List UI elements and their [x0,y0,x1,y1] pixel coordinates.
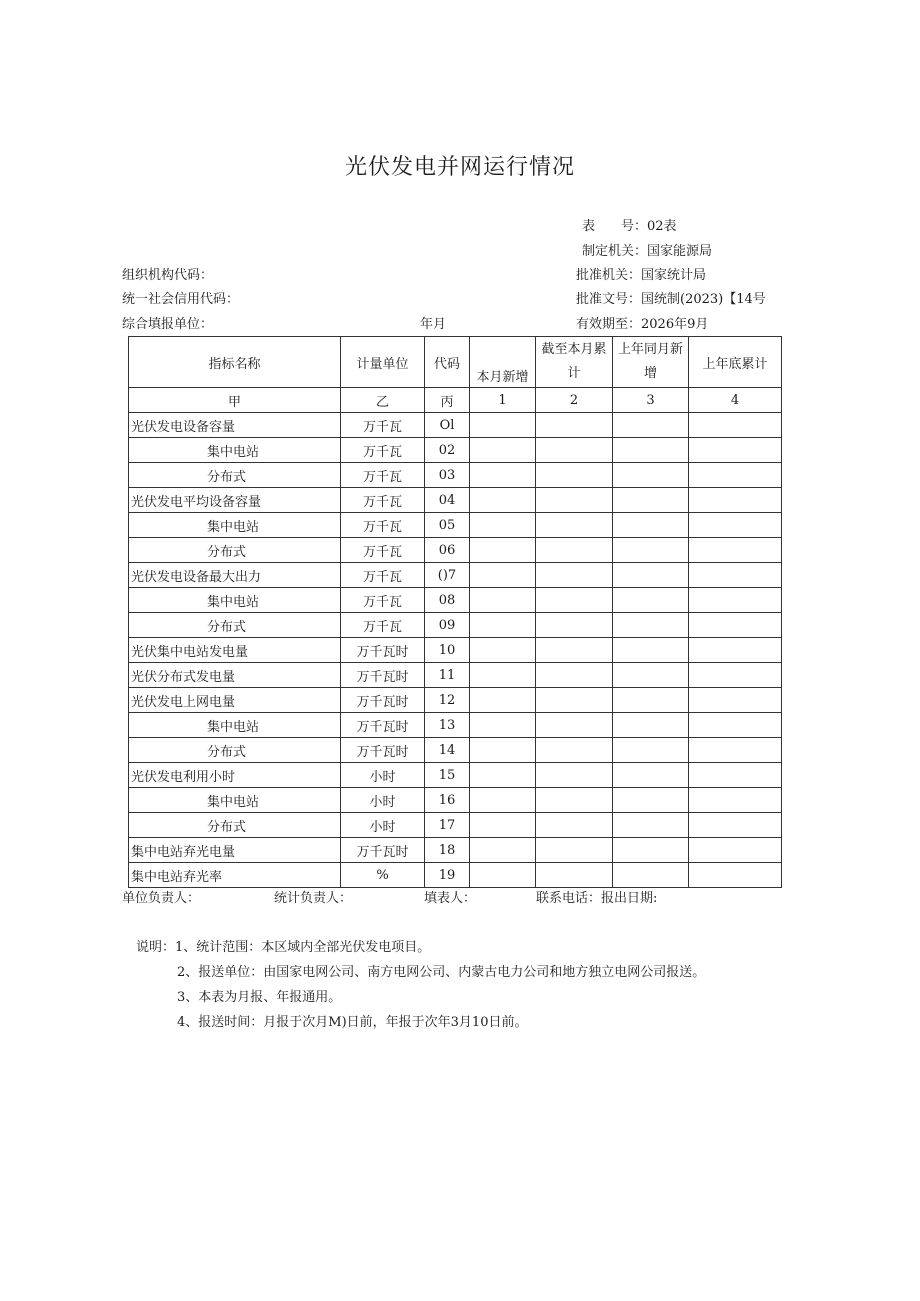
table-row [129,838,782,863]
value-cell-2[interactable] [536,713,613,738]
value-cell-2[interactable] [536,738,613,763]
unit-cell: 万千瓦 [341,563,425,588]
approving-authority: 批准机关：国家统计局 [576,268,707,283]
header-code: 代码 [425,337,470,388]
unit-cell: % [341,863,425,888]
code-cell: 18 [425,838,470,863]
value-cell-2[interactable] [536,513,613,538]
code-cell: 11 [425,663,470,688]
value-cell-1[interactable] [470,638,536,663]
unit-cell: 万千瓦 [341,538,425,563]
indicator-name: 集中电站 [129,513,341,538]
unit-head-label: 单位负责人： [122,891,201,906]
value-cell-3[interactable] [613,463,689,488]
value-cell-2[interactable] [536,488,613,513]
table-row [129,763,782,788]
table-row [129,638,782,663]
table-row [129,738,782,763]
value-cell-4[interactable] [689,663,782,688]
indicator-name: 光伏发电设备容量 [129,413,341,438]
value-cell-1[interactable] [470,463,536,488]
value-cell-2[interactable] [536,688,613,713]
indicator-name: 集中电站弃光电量 [129,838,341,863]
code-cell: 4 [689,388,782,413]
note-item: 3、本表为月报、年报通用。 [177,990,342,1005]
value-cell-3[interactable] [613,488,689,513]
value-cell-1[interactable] [470,588,536,613]
indicator-name: 分布式 [129,538,341,563]
indicator-name: 集中电站弃光率 [129,863,341,888]
unit-cell: 小时 [341,788,425,813]
indicator-name: 光伏发电设备最大出力 [129,563,341,588]
code-row [129,388,782,413]
value-cell-2[interactable] [536,463,613,488]
unit-cell: 万千瓦 [341,588,425,613]
unit-cell: 万千瓦时 [341,713,425,738]
value-cell-1[interactable] [470,688,536,713]
value-cell-2[interactable] [536,638,613,663]
value-cell-1[interactable] [470,613,536,638]
stats-head-label: 统计负责人： [274,891,353,906]
value-cell-1[interactable] [470,713,536,738]
indicator-name: 集中电站 [129,713,341,738]
valid-until: 有效期至：2026年9月 [576,317,709,332]
table-row [129,813,782,838]
value-cell-4[interactable] [689,688,782,713]
code-cell: 06 [425,538,470,563]
code-cell: 15 [425,763,470,788]
indicator-name: 光伏分布式发电量 [129,663,341,688]
year-month-label: 年月 [420,317,447,332]
value-cell-3[interactable] [613,413,689,438]
value-cell-4[interactable] [689,788,782,813]
header-unit: 计量单位 [341,337,425,388]
phone-date-label: 联系电话：报出日期: [536,891,658,906]
value-cell-2[interactable] [536,788,613,813]
value-cell-4[interactable] [689,638,782,663]
value-cell-3[interactable] [613,663,689,688]
table-row [129,438,782,463]
value-cell-3[interactable] [613,788,689,813]
table-row [129,863,782,888]
value-cell-2[interactable] [536,538,613,563]
table-row [129,713,782,738]
unit-cell: 万千瓦 [341,613,425,638]
code-cell: 09 [425,613,470,638]
filing-unit-label: 综合填报单位： [122,317,214,332]
table-row [129,688,782,713]
unit-cell: 万千瓦时 [341,738,425,763]
code-cell: 08 [425,588,470,613]
unit-cell: 万千瓦 [341,488,425,513]
table-row [129,488,782,513]
value-cell-2[interactable] [536,763,613,788]
value-cell-4[interactable] [689,713,782,738]
value-cell-3[interactable] [613,613,689,638]
code-cell: 14 [425,738,470,763]
value-cell-3[interactable] [613,638,689,663]
value-cell-2[interactable] [536,813,613,838]
indicator-name: 分布式 [129,813,341,838]
value-cell-4[interactable] [689,613,782,638]
unit-cell: 万千瓦 [341,463,425,488]
code-cell: 19 [425,863,470,888]
code-cell: Ol [425,413,470,438]
page-title: 光伏发电并网运行情况 [344,155,575,180]
unit-cell: 万千瓦时 [341,688,425,713]
unit-cell: 万千瓦 [341,413,425,438]
value-cell-4[interactable] [689,538,782,563]
value-cell-4[interactable] [689,763,782,788]
table-row [129,663,782,688]
code-cell: 3 [613,388,689,413]
value-cell-1[interactable] [470,763,536,788]
table-number: 表 号：02表 [582,219,677,234]
value-cell-2[interactable] [536,563,613,588]
table-row [129,563,782,588]
value-cell-3[interactable] [613,438,689,463]
code-cell: 13 [425,713,470,738]
table-row [129,788,782,813]
unit-cell: 万千瓦时 [341,638,425,663]
indicator-name: 光伏发电平均设备容量 [129,488,341,513]
code-cell: 1 [470,388,536,413]
value-cell-1[interactable] [470,488,536,513]
code-cell: 17 [425,813,470,838]
header-col3 [613,337,689,388]
value-cell-2[interactable] [536,613,613,638]
value-cell-4[interactable] [689,813,782,838]
value-cell-3[interactable] [613,738,689,763]
unit-cell: 万千瓦 [341,438,425,463]
header-col3-line1: 上年同月新 [617,342,683,357]
value-cell-2[interactable] [536,863,613,888]
value-cell-4[interactable] [689,463,782,488]
code-cell: 02 [425,438,470,463]
value-cell-3[interactable] [613,538,689,563]
table-row [129,538,782,563]
indicator-name: 集中电站 [129,788,341,813]
value-cell-4[interactable] [689,738,782,763]
header-col4: 上年底累计 [689,337,782,388]
table-row [129,463,782,488]
value-cell-3[interactable] [613,863,689,888]
header-col2 [536,337,613,388]
indicator-name: 分布式 [129,463,341,488]
value-cell-4[interactable] [689,438,782,463]
value-cell-4[interactable] [689,488,782,513]
value-cell-1[interactable] [470,538,536,563]
note-item: 4、报送时间：月报于次月M)日前，年报于次年3月10日前。 [177,1015,528,1030]
value-cell-1[interactable] [470,788,536,813]
indicator-name: 分布式 [129,613,341,638]
header-col2-line2: 计 [567,366,581,381]
table-row [129,613,782,638]
value-cell-3[interactable] [613,688,689,713]
code-cell: 乙 [341,388,425,413]
table-row [129,513,782,538]
value-cell-1[interactable] [470,513,536,538]
value-cell-3[interactable] [613,588,689,613]
header-col1: 本月新增 [470,337,536,388]
code-cell: 10 [425,638,470,663]
value-cell-3[interactable] [613,513,689,538]
unit-cell: 万千瓦时 [341,838,425,863]
value-cell-3[interactable] [613,563,689,588]
code-cell: 03 [425,463,470,488]
org-code-label: 组织机构代码： [122,268,214,283]
value-cell-3[interactable] [613,713,689,738]
header-row [129,337,782,388]
issuing-authority: 制定机关：国家能源局 [582,244,713,259]
code-cell: 16 [425,788,470,813]
value-cell-4[interactable] [689,413,782,438]
value-cell-1[interactable] [470,663,536,688]
table-row [129,588,782,613]
value-cell-1[interactable] [470,413,536,438]
value-cell-2[interactable] [536,663,613,688]
value-cell-3[interactable] [613,838,689,863]
indicator-name: 集中电站 [129,438,341,463]
code-cell: 2 [536,388,613,413]
code-cell: 04 [425,488,470,513]
note-item: 2、报送单位：由国家电网公司、南方电网公司、内蒙古电力公司和地方独立电网公司报送。 [177,965,706,980]
value-cell-1[interactable] [470,813,536,838]
value-cell-1[interactable] [470,738,536,763]
table-row [129,413,782,438]
approval-number: 批准文号：国统制(2023)【14号 [576,292,766,307]
unit-cell: 万千瓦时 [341,663,425,688]
value-cell-1[interactable] [470,563,536,588]
value-cell-1[interactable] [470,863,536,888]
statistics-table [128,336,782,888]
code-cell: 05 [425,513,470,538]
value-cell-1[interactable] [470,838,536,863]
value-cell-3[interactable] [613,763,689,788]
value-cell-3[interactable] [613,813,689,838]
credit-code-label: 统一社会信用代码： [122,292,240,307]
value-cell-4[interactable] [689,588,782,613]
header-name: 指标名称 [129,337,341,388]
value-cell-4[interactable] [689,563,782,588]
value-cell-4[interactable] [689,863,782,888]
value-cell-2[interactable] [536,438,613,463]
code-cell: 12 [425,688,470,713]
code-cell: ()7 [425,563,470,588]
unit-cell: 小时 [341,763,425,788]
code-cell: 甲 [129,388,341,413]
indicator-name: 光伏发电上网电量 [129,688,341,713]
value-cell-1[interactable] [470,438,536,463]
indicator-name: 光伏集中电站发电量 [129,638,341,663]
header-col2-line1: 截至本月累 [541,342,607,357]
indicator-name: 光伏发电利用小时 [129,763,341,788]
header-col3-line2: 增 [643,366,657,381]
value-cell-4[interactable] [689,838,782,863]
unit-cell: 万千瓦 [341,513,425,538]
note-item: 说明：1、统计范围：本区域内全部光伏发电项目。 [136,940,431,955]
code-cell: 丙 [425,388,470,413]
value-cell-2[interactable] [536,838,613,863]
indicator-name: 分布式 [129,738,341,763]
value-cell-2[interactable] [536,413,613,438]
filler-label: 填表人： [424,891,477,906]
value-cell-2[interactable] [536,588,613,613]
unit-cell: 小时 [341,813,425,838]
value-cell-4[interactable] [689,513,782,538]
indicator-name: 集中电站 [129,588,341,613]
